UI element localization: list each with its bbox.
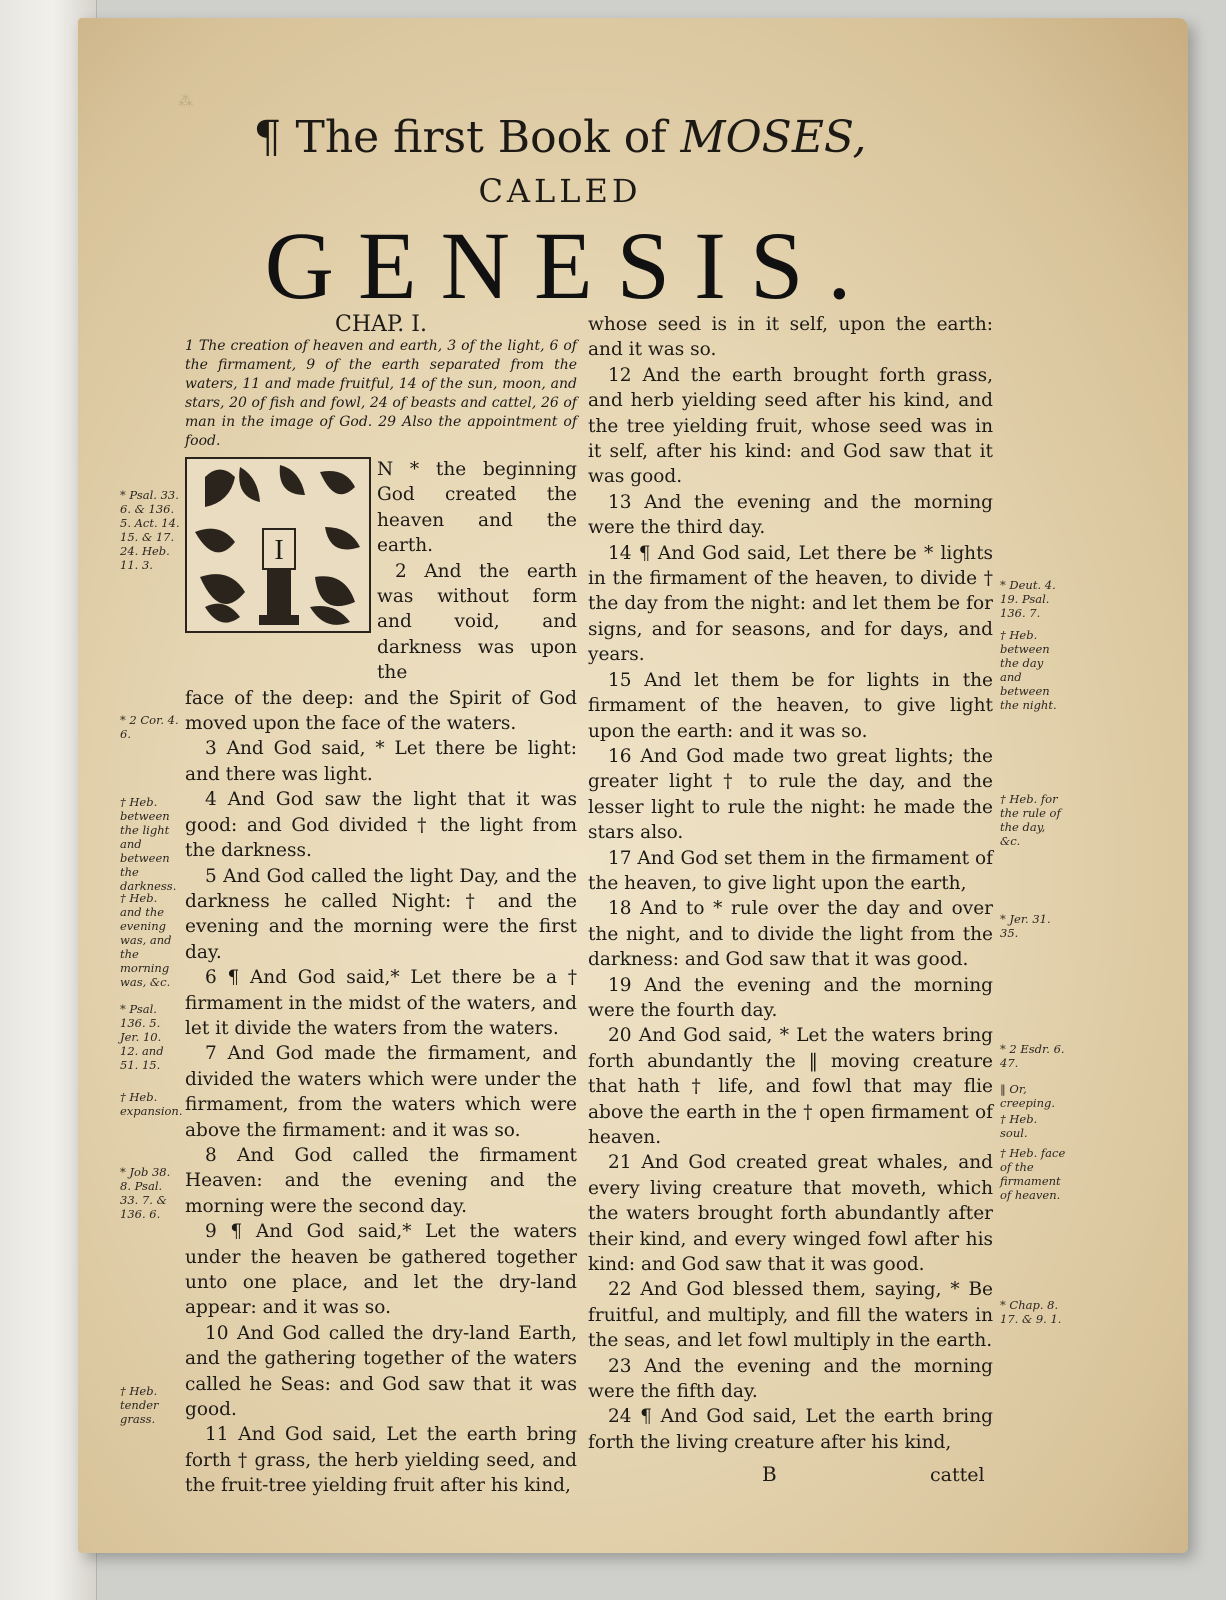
left-margin-note: * 2 Cor. 4. 6. bbox=[120, 713, 179, 741]
right-verse: 16 And God made two great lights; the greater light † to rule the day, and the lesser light to rule the night: he made the stars also. bbox=[588, 745, 993, 844]
right-margin-note: † Heb. face of the firmament of heaven. bbox=[1000, 1146, 1066, 1202]
right-margin-note: † Heb. between the day and between the night. bbox=[1000, 628, 1057, 712]
right-verse: 13 And the evening and the morning were the third day. bbox=[588, 491, 993, 539]
initial-letter: I bbox=[274, 535, 284, 566]
initial-text-column bbox=[377, 457, 577, 686]
book-page: ⁂ bbox=[78, 18, 1188, 1553]
left-verse: 5 And God called the light Day, and the darkness he called Night: † and the evening and the morning were the first day. bbox=[185, 865, 577, 963]
right-verse: 23 And the evening and the morning were the fifth day. bbox=[588, 1355, 993, 1403]
signature-mark: B bbox=[762, 1462, 777, 1486]
left-verse: face of the deep: and the Spirit of God moved upon the face of the waters. bbox=[185, 687, 577, 735]
left-verse: 3 And God said, * Let there be light: and there was light. bbox=[185, 738, 577, 785]
left-margin-note: † Heb. tender grass. bbox=[120, 1384, 159, 1426]
left-verse: 6 ¶ And God said,* Let there be a † firmament in the midst of the waters, and let it divide the waters from the waters. bbox=[185, 967, 577, 1039]
title-prefix: ¶ The first Book of bbox=[253, 112, 667, 163]
right-verse: 17 And God set them in the firmament of the heaven, to give light upon the earth, bbox=[588, 847, 993, 894]
catchword: cattel bbox=[930, 1464, 985, 1486]
left-verse: 10 And God called the dry-land Earth, and the gathering together of the waters called he Seas: and God saw that it was good. bbox=[185, 1322, 577, 1421]
verse-2: 2 And the earth was without form and void, and darkness was upon the bbox=[377, 560, 577, 684]
left-margin-note: † Heb. expansion. bbox=[120, 1090, 183, 1118]
left-margin-note: * Job 38. 8. Psal. 33. 7. & 136. 6. bbox=[120, 1165, 171, 1221]
left-verse: 8 And God called the firmament Heaven: and the evening and the morning were the second day. bbox=[185, 1144, 577, 1217]
right-margin-note: † Heb. for the rule of the day, &c. bbox=[1000, 792, 1061, 848]
book-title: GENESIS. bbox=[264, 212, 876, 319]
right-verse: 18 And to * rule over the day and over the night, and to divide the light from the darkness: and God saw that it was good. bbox=[588, 898, 993, 971]
title-moses: MOSES, bbox=[680, 112, 867, 163]
left-verse-list bbox=[185, 686, 577, 1499]
right-verse: whose seed is in it self, upon the earth: and it was so. bbox=[588, 314, 993, 361]
chapter-summary: 1 The creation of heaven and earth, 3 of the light, 6 of the firmament, 9 of the earth separated from the waters, 11 and made fruitful, 14 of the sun, moon, and stars, 20 of fish and fowl, 24 of beasts and cattel, 26 of man in the image of God. 29 Also the appointment of food. bbox=[185, 338, 577, 449]
title-line-1 bbox=[200, 112, 920, 163]
right-margin-note: * 2 Esdr. 6. 47. bbox=[1000, 1042, 1065, 1070]
right-margin-note: * Deut. 4. 19. Psal. 136. 7. bbox=[1000, 578, 1056, 620]
right-margin-note: * Jer. 31. 35. bbox=[1000, 912, 1051, 940]
right-margin-note: * Chap. 8. 17. & 9. 1. bbox=[1000, 1298, 1062, 1326]
right-verse: 19 And the evening and the morning were the fourth day. bbox=[588, 974, 993, 1021]
chapter-heading: CHAP. I. bbox=[335, 312, 427, 337]
right-verse: 12 And the earth brought forth grass, and herb yielding seed after his kind, and the tree yielding fruit, whose seed was in it self, after his kind: and God saw that it was good. bbox=[588, 364, 993, 488]
left-margin-note: * Psal. 33. 6. & 136. 5. Act. 14. 15. & 17. 24. Heb. 11. 3. bbox=[120, 488, 180, 572]
left-margin-note: † Heb. between the light and between the darkness. bbox=[120, 795, 177, 893]
woodcut-initial-icon bbox=[185, 457, 371, 633]
left-verse: 11 And God said, Let the earth bring forth † grass, the herb yielding seed, and the fruit-tree yielding fruit after his kind, bbox=[185, 1424, 577, 1497]
left-verse: 7 And God made the firmament, and divided the waters which were under the firmament, from the waters which were above the firmament: and it was so. bbox=[185, 1043, 577, 1141]
right-verse: 22 And God blessed them, saying, * Be fruitful, and multiply, and fill the waters in the seas, and let fowl multiply in the earth. bbox=[588, 1279, 993, 1352]
right-verse-list bbox=[588, 312, 993, 1455]
right-verse: 21 And God created great whales, and every living creature that moveth, which the waters brought forth abundantly after their kind, and every winged fowl after his kind: and God saw that it was good. bbox=[588, 1152, 993, 1276]
right-verse: 14 ¶ And God said, Let there be * lights in the firmament of the heaven, to divide † the day from the night: and let them be for signs, and for seasons, and for days, and years. bbox=[588, 542, 993, 666]
right-verse: 24 ¶ And God said, Let the earth bring forth the living creature after his kind, bbox=[588, 1406, 993, 1453]
right-column bbox=[588, 312, 993, 1455]
right-margin-note: ‖ Or, creeping. bbox=[1000, 1082, 1056, 1110]
left-margin-note: † Heb. and the evening was, and the morning was, &c. bbox=[120, 891, 172, 989]
right-margin-note: † Heb. soul. bbox=[1000, 1112, 1038, 1140]
left-column bbox=[185, 312, 577, 1499]
left-margin-note: * Psal. 136. 5. Jer. 10. 12. and 51. 15. bbox=[120, 1002, 164, 1072]
left-verse: 9 ¶ And God said,* Let the waters under the heaven be gathered together unto one place, and let the dry-land appear: and it was so. bbox=[185, 1221, 577, 1319]
right-verse: 20 And God said, * Let the waters bring forth abundantly the ‖ moving creature that hath † life, and fowl that may flie above the earth in the † open firmament of heaven. bbox=[588, 1025, 993, 1148]
right-verse: 15 And let them be for lights in the firmament of the heaven, to give light upon the earth: and it was so. bbox=[588, 669, 993, 742]
verse-1: N * the beginning God created the heaven and the earth. bbox=[377, 459, 577, 557]
left-verse: 4 And God saw the light that it was good: and God divided † the light from the darkness. bbox=[185, 789, 577, 862]
initial-block bbox=[185, 457, 577, 686]
title-line-2: CALLED bbox=[478, 172, 642, 210]
